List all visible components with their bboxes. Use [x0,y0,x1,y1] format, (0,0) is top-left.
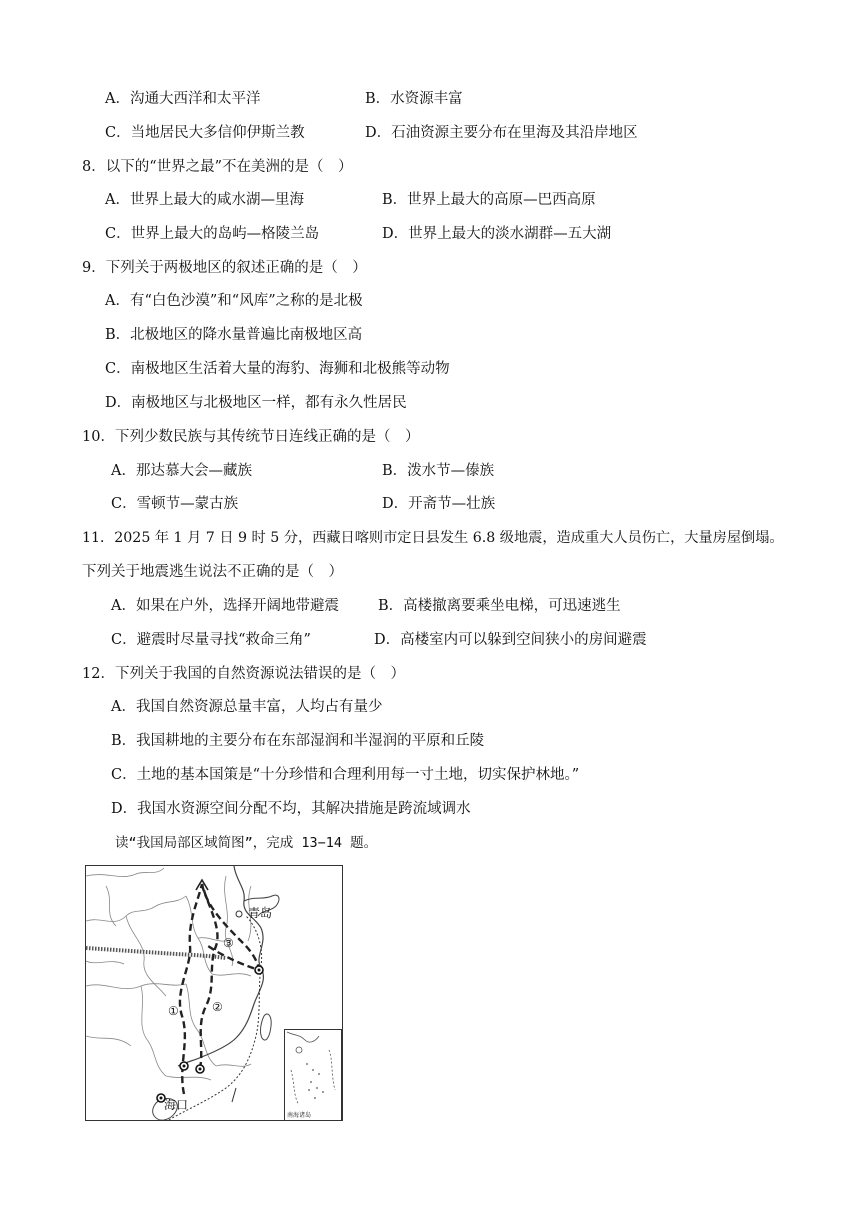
q10-option-b: B．泼水节—傣族 [382,463,495,479]
q11-option-d: D．高楼室内可以躲到空间狭小的房间避震 [374,632,647,648]
q10-option-d: D．开斋节—壮族 [382,496,496,512]
q7-option-b: B．水资源丰富 [365,91,463,107]
q11-option-c: C．避震时尽量寻找“救命三角” [111,632,311,648]
q10-option-c: C．雪顿节—蒙古族 [111,496,239,512]
q10-stem: 10．下列少数民族与其传统节日连线正确的是（ ） [82,429,420,445]
q12-option-c: C．土地的基本国策是“十分珍惜和合理利用每一寸土地，切实保护林地。” [111,767,580,783]
china-region-map [85,865,343,1121]
q9-option-b: B．北极地区的降水量普遍比南极地区高 [105,327,363,343]
q11-option-a: A．如果在户外，选择开阔地带避震 [111,598,339,614]
q10-option-a: A．那达慕大会—藏族 [111,463,252,479]
q11-option-b: B．高楼撤离要乘坐电梯，可迅速逃生 [378,598,621,614]
q12-option-b: B．我国耕地的主要分布在东部湿润和半湿润的平原和丘陵 [111,733,485,749]
map-intro: 读“我国局部区域简图”，完成 13−14 题。 [115,835,378,851]
q9-stem: 9．下列关于两极地区的叙述正确的是（ ） [82,260,367,276]
q11-stem-line2: 下列关于地震逃生说法不正确的是（ ） [82,564,343,580]
q8-option-a: A．世界上最大的咸水湖—里海 [105,192,304,208]
q8-option-c: C．世界上最大的岛屿—格陵兰岛 [105,226,320,242]
q9-option-a: A．有“白色沙漠”和“风库”之称的是北极 [105,293,363,309]
q8-option-d: D．世界上最大的淡水湖群—五大湖 [382,226,612,242]
q7-option-d: D．石油资源主要分布在里海及其沿岸地区 [365,125,638,141]
q11-stem-line1: 11．2025 年 1 月 7 日 9 时 5 分，西藏日喀则市定日县发生 6.8 级地震，造成重大人员伤亡，大量房屋倒塌。 [82,530,784,546]
q9-option-d: D．南极地区与北极地区一样，都有永久性居民 [105,395,407,411]
q7-option-c: C．当地居民大多信仰伊斯兰教 [105,125,305,141]
label-route-1: ① [168,1004,179,1018]
south-china-sea-inset [284,1029,342,1121]
q12-stem: 12．下列关于我国的自然资源说法错误的是（ ） [82,666,405,682]
q8-stem: 8．以下的“世界之最”不在美洲的是（ ） [82,159,353,175]
inset-label: 南海诸岛 [287,1112,312,1119]
label-qingdao: 青岛 [248,906,273,920]
q12-option-d: D．我国水资源空间分配不均，其解决措施是跨流域调水 [111,801,471,817]
label-route-3: ③ [223,936,234,950]
label-haikou: 海口 [164,1098,189,1112]
inset-drawing [285,1030,341,1120]
q12-option-a: A．我国自然资源总量丰富，人均占有量少 [111,699,383,715]
q7-option-a: A．沟通大西洋和太平洋 [105,91,261,107]
q8-option-b: B．世界上最大的高原—巴西高原 [382,192,596,208]
q9-option-c: C．南极地区生活着大量的海豹、海狮和北极熊等动物 [105,361,450,377]
label-route-2: ② [212,1000,223,1014]
route-3 [202,884,259,970]
